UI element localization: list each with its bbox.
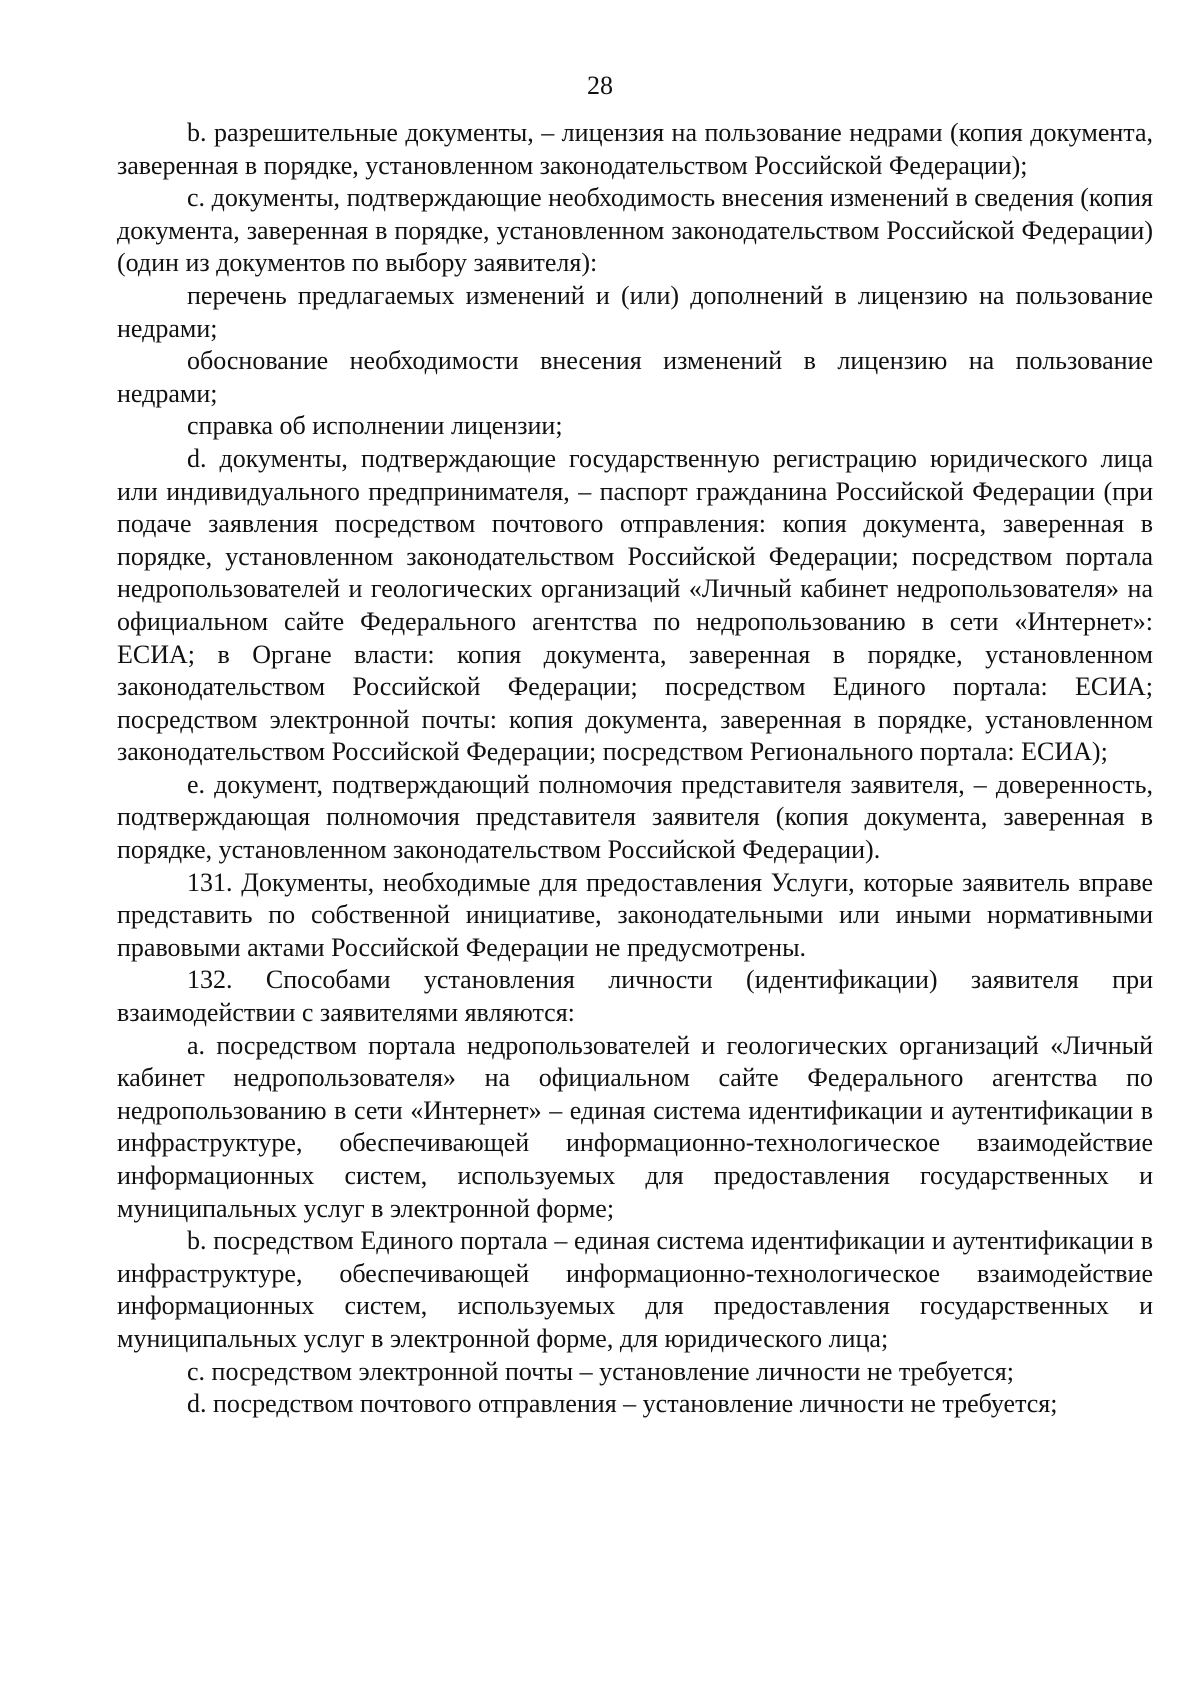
- paragraph-b-permits: b. разрешительные документы, – лицензия на пользование недрами (копия документа, заверенная в порядке, установленном законодательством Российской Федерации);: [117, 118, 1153, 180]
- paragraph-c-email: c. посредством электронной почты – установление личности не требуется;: [187, 1356, 1014, 1386]
- paragraph-license-report: справка об исполнении лицензии;: [187, 411, 563, 441]
- paragraph-b-unified-portal: b. посредством Единого портала – единая система идентификации и аутентификации в инфраструктуре, обеспечивающей информационно-технологическое взаимодействие информационных систем, используемых для предоставления государственных и муниципальных услуг в электронной форме, для юридического лица;: [117, 1226, 1153, 1353]
- paragraph-d-post: d. посредством почтового отправления – установление личности не требуется;: [187, 1389, 1058, 1419]
- page-number: 28: [587, 71, 613, 100]
- paragraph-131: 131. Документы, необходимые для предоставления Услуги, которые заявитель вправе представить по собственной инициативе, законодательными или иными нормативными правовыми актами Российской Федерации не предусмотрены.: [117, 867, 1153, 962]
- paragraph-e-representative: e. документ, подтверждающий полномочия представителя заявителя, – доверенность, подтверждающая полномочия представителя заявителя (копия документа, заверенная в порядке, установленном законодательством Российской Федерации).: [117, 769, 1153, 865]
- paragraph-132: 132. Способами установления личности (идентификации) заявителя при взаимодействии с заявителями являются:: [117, 965, 1153, 1028]
- paragraph-c-change-documents: c. документы, подтверждающие необходимость внесения изменений в сведения (копия документа, заверенная в порядке, установленном законодательством Российской Федерации) (один из документов по выбору заявителя):: [117, 183, 1153, 278]
- paragraph-d-registration: d. документы, подтверждающие государственную регистрацию юридического лица или индивидуального предпринимателя, – паспорт гражданина Российской Федерации (при подаче заявления посредством почтового отправления: копия документа, заверенная в порядке, установленном законодательством Российской Федерации; посредством портала недропользователей и геологических организаций «Личный кабинет недропользователя» на официальном сайте Федерального агентства по недропользованию в сети «Интернет»: ЕСИА; в Органе власти: копия документа, заверенная в порядке, установленном законодательством Российской Федерации; посредством Единого портала: ЕСИА; посредством электронной почты: копия документа, заверенная в порядке, установленном законодательством Российской Федерации; посредством Регионального портала: ЕСИА);: [117, 443, 1153, 767]
- paragraph-justification: обоснование необходимости внесения изменений в лицензию на пользование недрами;: [117, 346, 1153, 408]
- paragraph-a-portal: a. посредством портала недропользователей и геологических организаций «Личный кабинет недропользователя» на официальном сайте Федерального агентства по недропользованию в сети «Интернет» – единая система идентификации и аутентификации в инфраструктуре, обеспечивающей информационно-технологическое взаимодействие информационных систем, используемых для предоставления государственных и муниципальных услуг в электронной форме;: [117, 1030, 1153, 1223]
- paragraph-list-of-changes: перечень предлагаемых изменений и (или) дополнений в лицензию на пользование недрами;: [117, 280, 1153, 343]
- document-body: [117, 117, 1153, 1421]
